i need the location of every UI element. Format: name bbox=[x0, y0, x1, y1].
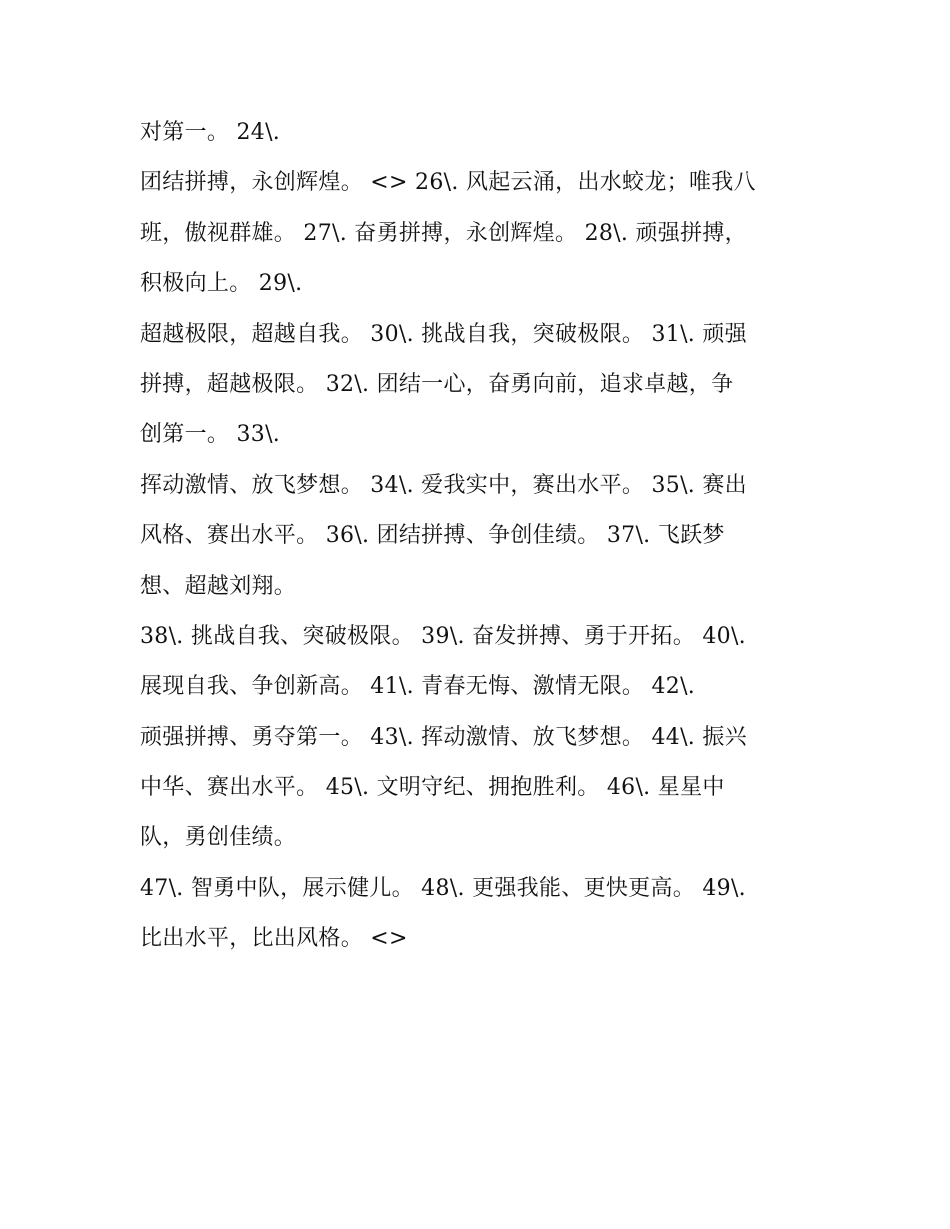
slogan-text-block bbox=[140, 108, 810, 965]
text-line: 47\. 智勇中队，展示健儿。 48\. 更强我能、更快更高。 49\. bbox=[140, 875, 746, 901]
text-line: 中华、赛出水平。 45\. 文明守纪、拥抱胜利。 46\. 星星中 bbox=[140, 775, 725, 801]
text-line: 拼搏，超越极限。 32\. 团结一心，奋勇向前，追求卓越，争 bbox=[140, 371, 734, 397]
text-line: 队，勇创佳绩。 bbox=[140, 825, 297, 851]
text-line: 团结拼搏，永创辉煌。 <> 26\. 风起云涌，出水蛟龙；唯我八 bbox=[140, 170, 756, 196]
text-line: 积极向上。 29\. bbox=[140, 271, 303, 297]
text-line: 班，傲视群雄。 27\. 奋勇拼搏，永创辉煌。 28\. 顽强拼搏， bbox=[140, 220, 747, 246]
text-line: 超越极限，超越自我。 30\. 挑战自我，突破极限。 31\. 顽强 bbox=[140, 321, 747, 347]
text-line: 展现自我、争创新高。 41\. 青春无悔、激情无限。 42\. bbox=[140, 674, 696, 700]
text-line: 挥动激情、放飞梦想。 34\. 爱我实中，赛出水平。 35\. 赛出 bbox=[140, 472, 747, 498]
text-line: 对第一。 24\. bbox=[140, 120, 281, 145]
text-line: 想、超越刘翔。 bbox=[140, 573, 297, 599]
text-line: 风格、赛出水平。 36\. 团结拼搏、争创佳绩。 37\. 飞跃梦 bbox=[140, 523, 725, 549]
text-line: 顽强拼搏、勇夺第一。 43\. 挥动激情、放飞梦想。 44\. 振兴 bbox=[140, 724, 747, 750]
text-line: 38\. 挑战自我、突破极限。 39\. 奋发拼搏、勇于开拓。 40\. bbox=[140, 623, 746, 649]
text-line: 比出水平，比出风格。 <> bbox=[140, 926, 408, 952]
text-line: 创第一。 33\. bbox=[140, 422, 281, 448]
